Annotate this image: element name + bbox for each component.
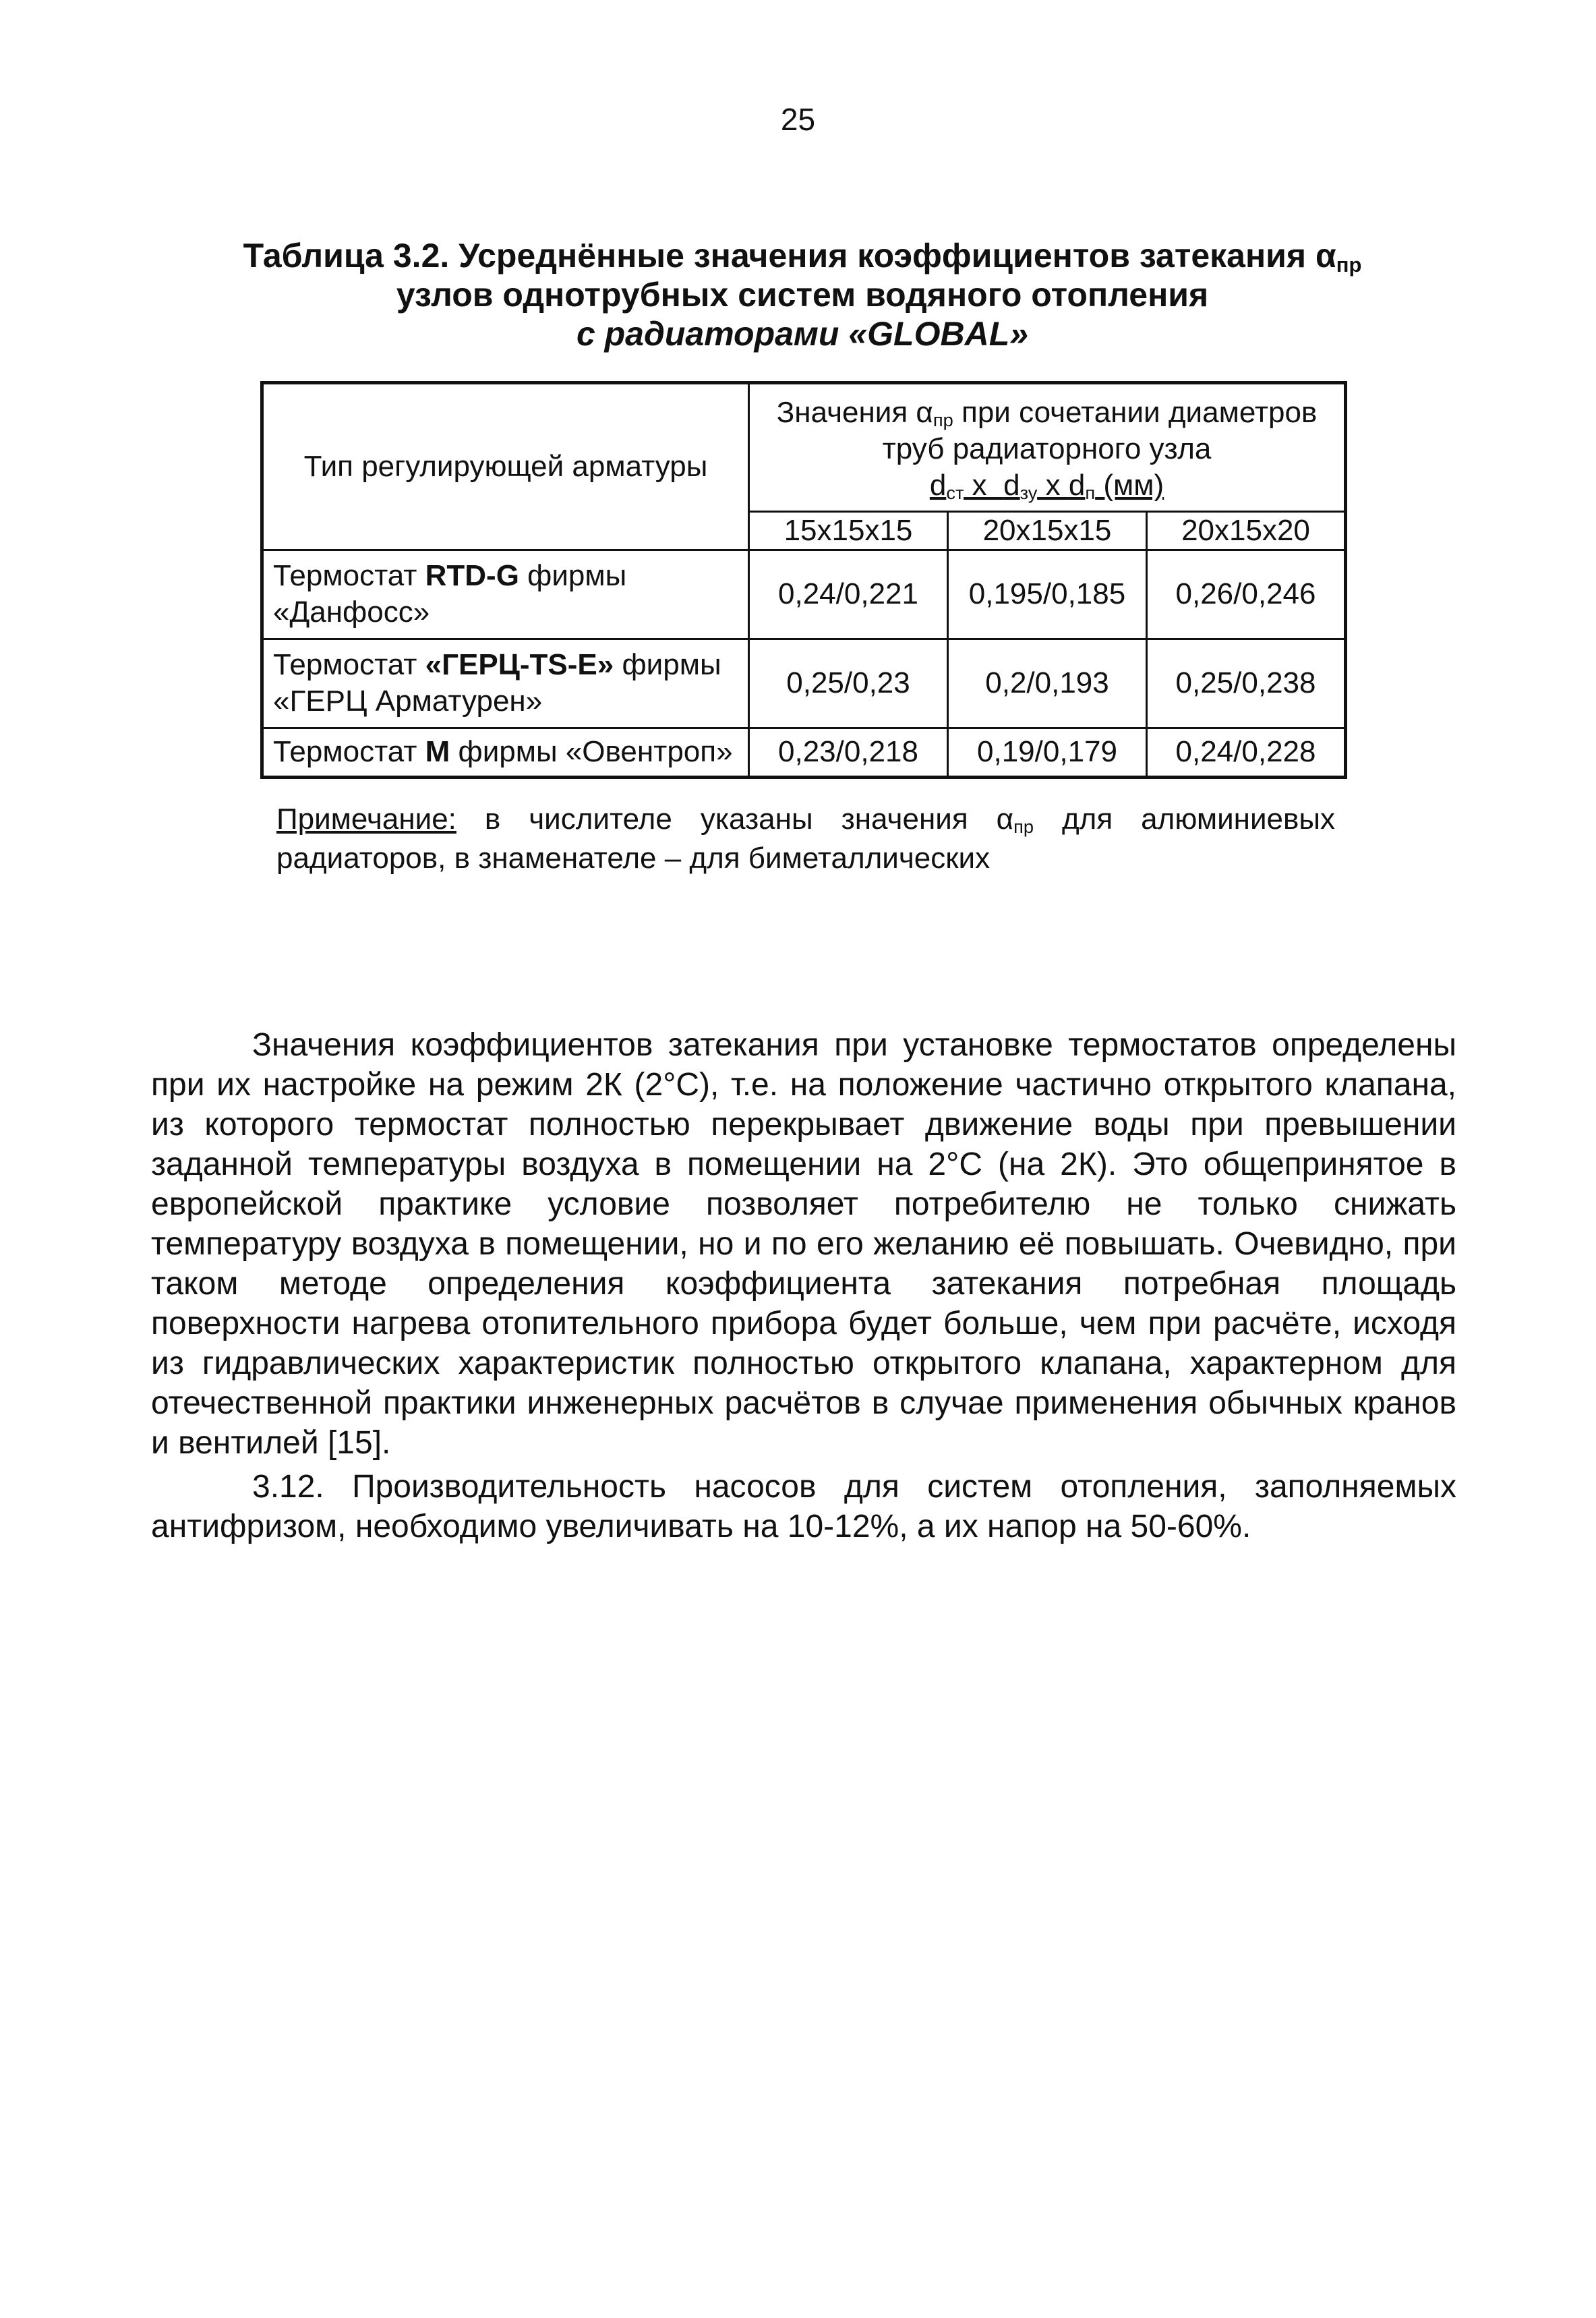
caption-line-1 bbox=[202, 236, 1402, 275]
table-cell: 0,19/0,179 bbox=[948, 728, 1147, 777]
column-header: 20x15x20 bbox=[1147, 511, 1346, 550]
row-label-pre: Термостат bbox=[273, 735, 425, 769]
header-units: (мм) bbox=[1095, 469, 1164, 502]
note-text-pre: в числителе указаны значения α bbox=[456, 803, 1014, 836]
caption-line-3: с радиаторами «GLOBAL» bbox=[576, 315, 1029, 353]
paragraph: 3.12. Производительность насосов для систем отопления, заполняемых антифризом, необходимо увеличивать на 10-12%, а их напор на 50-60%. bbox=[151, 1469, 1456, 1544]
header-diameters bbox=[930, 469, 1164, 502]
column-header: 15x15x15 bbox=[749, 511, 948, 550]
header-d2-sub: зу bbox=[1019, 482, 1038, 504]
row-label-pre: Термостат bbox=[273, 559, 425, 593]
table-cell: 0,2/0,193 bbox=[948, 639, 1147, 728]
body-text bbox=[151, 1025, 1456, 1546]
caption-line-1-text: Таблица 3.2. Усреднённые значения коэффициентов затекания α bbox=[243, 237, 1336, 274]
table-row bbox=[262, 550, 1346, 639]
row-label bbox=[262, 550, 749, 639]
paragraph: Значения коэффициентов затекания при установке термостатов определены при их настройке на режим 2К (2°С), т.е. на положение частично открытого клапана, из которого термостат полностью перекрывает движение воды при превышении заданной температуры воздуха в помещении на 2°С (на 2К). Это общепринятое в европейской практике условие позволяет потребителю не только снижать температуру воздуха в помещении, но и по его желанию её повышать. Очевидно, при таком методе определения коэффициента затекания потребная площадь поверхности нагрева отопительного прибора будет больше, чем при расчёте, исходя из гидравлических характеристик полностью открытого клапана, характерном для отечественной практики инженерных расчётов в случае применения обычных кранов и вентилей [15]. bbox=[151, 1027, 1456, 1461]
row-label-post: фирмы «Данфосс» bbox=[273, 559, 627, 629]
coefficients-table bbox=[260, 381, 1347, 779]
caption-line-2: узлов однотрубных систем водяного отопления bbox=[396, 276, 1209, 314]
table-cell: 0,26/0,246 bbox=[1147, 550, 1346, 639]
table-cell: 0,195/0,185 bbox=[948, 550, 1147, 639]
header-values bbox=[749, 383, 1346, 512]
table-cell: 0,25/0,238 bbox=[1147, 639, 1346, 728]
header-values-text-1: Значения α bbox=[776, 396, 933, 430]
table-header-row bbox=[262, 383, 1346, 512]
note-text-post: для алюминиевых радиаторов, в знаменателе – для биметаллических bbox=[276, 803, 1335, 875]
header-d3-sub: п bbox=[1085, 482, 1096, 504]
header-d2: d bbox=[1003, 469, 1020, 502]
table-note bbox=[276, 800, 1335, 878]
header-d1-sub: ст bbox=[946, 482, 964, 504]
note-label: Примечание: bbox=[276, 803, 456, 836]
row-label bbox=[262, 728, 749, 777]
row-label-post: фирмы «ГЕРЦ Арматурен» bbox=[273, 648, 721, 718]
header-d1: d bbox=[929, 469, 947, 502]
header-x1: x bbox=[964, 469, 1004, 502]
column-header: 20x15x15 bbox=[948, 511, 1147, 550]
table-row bbox=[262, 639, 1346, 728]
row-label-pre: Термостат bbox=[273, 648, 425, 682]
table-caption bbox=[202, 236, 1402, 353]
header-alpha-subscript: пр bbox=[933, 409, 953, 431]
header-values-text-2: при сочетании диаметров труб радиаторного узла bbox=[882, 396, 1318, 466]
header-x2: x bbox=[1037, 469, 1069, 502]
header-fitting-type: Тип регулирующей арматуры bbox=[262, 383, 749, 550]
row-label bbox=[262, 639, 749, 728]
table-cell: 0,23/0,218 bbox=[749, 728, 948, 777]
page-number: 25 bbox=[780, 102, 816, 137]
table-row bbox=[262, 728, 1346, 777]
row-label-model: RTD-G bbox=[425, 559, 519, 593]
table-cell: 0,25/0,23 bbox=[749, 639, 948, 728]
caption-alpha-subscript: пр bbox=[1336, 252, 1362, 277]
table-cell: 0,24/0,228 bbox=[1147, 728, 1346, 777]
table-cell: 0,24/0,221 bbox=[749, 550, 948, 639]
row-label-model: «ГЕРЦ-TS-E» bbox=[425, 648, 614, 682]
header-d3: d bbox=[1068, 469, 1086, 502]
row-label-post: фирмы «Овентроп» bbox=[450, 735, 733, 769]
note-alpha-subscript: пр bbox=[1013, 816, 1034, 837]
row-label-model: М bbox=[425, 735, 450, 769]
